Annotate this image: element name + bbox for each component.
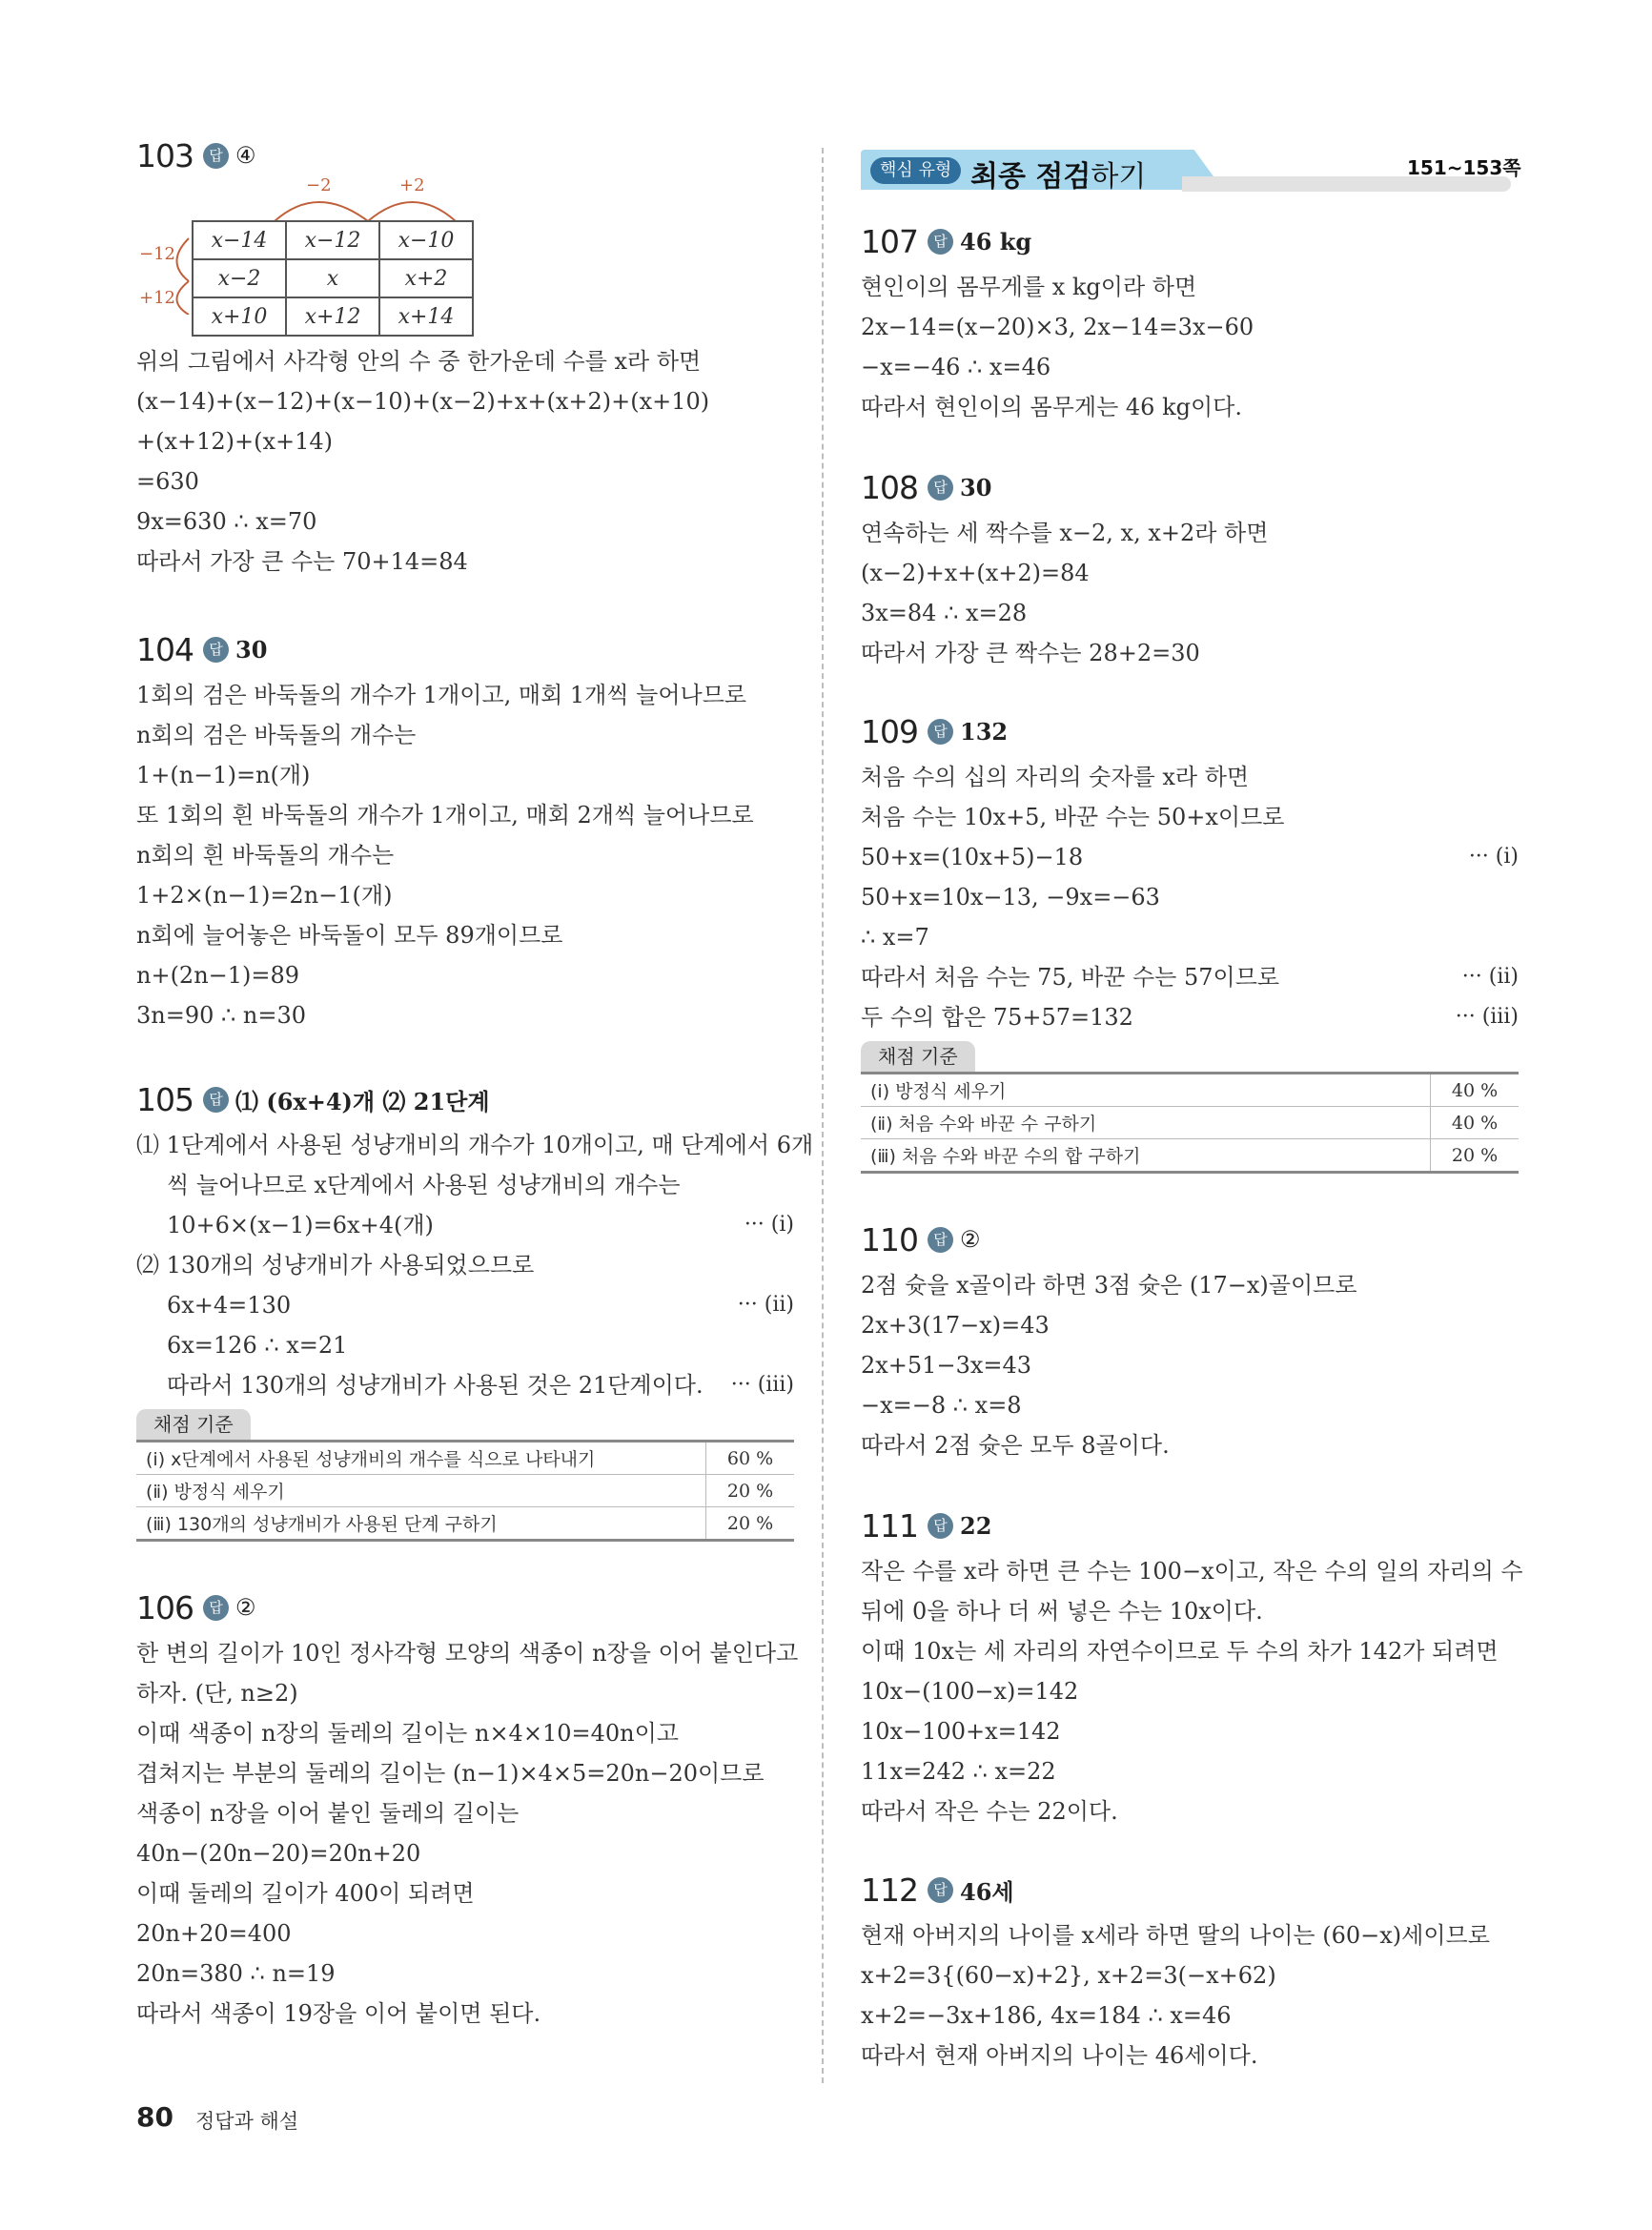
solution-line — [861, 917, 1519, 957]
line-text: 따라서 처음 수는 75, 바꾼 수는 57이므로 — [861, 964, 1280, 991]
grading-pct: 20 % — [706, 1475, 795, 1507]
solution-line: 위의 그림에서 사각형 안의 수 중 한가운데 수를 x라 하면 — [136, 348, 702, 375]
problem-number: 110 — [861, 1220, 918, 1258]
solution-line: 11x=242 ∴ x=22 — [861, 1758, 1056, 1785]
solution-line — [136, 1165, 794, 1205]
diff-side-bottom: +12 — [139, 288, 175, 308]
solution-line: 따라서 현인이의 몸무게는 46 kg이다. — [861, 394, 1242, 420]
solution-line: 따라서 현재 아버지의 나이는 46세이다. — [861, 2042, 1258, 2069]
grid-cell: x−14 — [193, 221, 286, 259]
answer-value: 30 — [235, 635, 268, 664]
solution-line: n회에 늘어놓은 바둑돌이 모두 89개이므로 — [136, 922, 563, 949]
line-text: ⑴ 1단계에서 사용된 성냥개비의 개수가 10개이고, 매 단계에서 6개 — [136, 1132, 814, 1158]
solution-line: 2점 슛을 x골이라 하면 3점 슛은 (17−x)골이므로 — [861, 1272, 1357, 1299]
grading-item: (ⅱ) 방정식 세우기 — [136, 1475, 706, 1507]
problem-header — [136, 1586, 794, 1629]
solution-line: (x−14)+(x−12)+(x−10)+(x−2)+x+(x+2)+(x+10) — [136, 388, 710, 415]
solution-line: x+2=−3x+186, 4x=184 ∴ x=46 — [861, 2002, 1232, 2029]
problem-header — [861, 465, 1519, 509]
grading-row — [861, 1107, 1519, 1139]
answer-badge: 답 — [928, 229, 953, 255]
answer-badge: 답 — [928, 1877, 953, 1903]
grading-row — [861, 1074, 1519, 1107]
grading-row — [136, 1507, 794, 1541]
solution-line — [861, 957, 1519, 997]
step-marker: ··· (ⅰ) — [1468, 845, 1519, 869]
answer-value: 132 — [960, 717, 1009, 746]
solution-line: 한 변의 길이가 10인 정사각형 모양의 색종이 n장을 이어 붙인다고 — [136, 1640, 799, 1667]
problem-110 — [861, 1217, 1519, 1465]
solution — [136, 341, 794, 582]
solution-line: +(x+12)+(x+14) — [136, 428, 334, 455]
problem-header — [861, 1504, 1519, 1547]
line-text: 6x+4=130 — [167, 1292, 292, 1319]
solution-line: 하자. (단, n≥2) — [136, 1680, 298, 1707]
problem-105 — [136, 1077, 814, 1542]
solution-line: 2x+51−3x=43 — [861, 1352, 1032, 1379]
grading-table — [136, 1440, 794, 1542]
right-column — [861, 219, 1523, 2076]
solution-line: 따라서 가장 큰 수는 70+14=84 — [136, 548, 468, 575]
solution-line: 따라서 2점 슛은 모두 8골이다. — [861, 1432, 1170, 1459]
grid-cell: x+12 — [286, 297, 379, 336]
solution-line: n회의 흰 바둑돌의 개수는 — [136, 842, 395, 869]
answer-value: 46 kg — [960, 227, 1032, 256]
problem-109 — [861, 709, 1519, 1174]
grid-cell: x−12 — [286, 221, 379, 259]
problem-number: 109 — [861, 712, 918, 750]
grading-item: (ⅰ) 방정식 세우기 — [861, 1074, 1431, 1107]
solution-line — [136, 1285, 794, 1325]
problem-104 — [136, 627, 794, 1035]
solution-line: 뒤에 0을 하나 더 써 넣은 수는 10x이다. — [861, 1598, 1263, 1625]
solution-line: 따라서 작은 수는 22이다. — [861, 1798, 1118, 1825]
problem-header — [861, 1217, 1519, 1261]
answer-value: ② — [960, 1226, 981, 1253]
problem-112 — [861, 1868, 1519, 2076]
solution-line: 색종이 n장을 이어 붙인 둘레의 길이는 — [136, 1800, 520, 1827]
solution-line: 따라서 색종이 19장을 이어 붙이면 된다. — [136, 2000, 541, 2027]
problem-header — [136, 627, 794, 671]
solution-line: 2x+3(17−x)=43 — [861, 1312, 1050, 1339]
solution-line — [861, 757, 1519, 797]
line-text: 따라서 130개의 성냥개비가 사용된 것은 21단계이다. — [167, 1372, 704, 1399]
solution-line: 1+(n−1)=n(개) — [136, 762, 311, 788]
problem-number: 105 — [136, 1080, 194, 1118]
problem-header — [861, 219, 1519, 263]
grading-row — [861, 1139, 1519, 1173]
problem-number: 107 — [861, 222, 918, 260]
line-text: 처음 수의 십의 자리의 숫자를 x라 하면 — [861, 764, 1250, 790]
solution-line — [136, 1365, 794, 1405]
solution-line — [861, 877, 1519, 917]
grading-table — [861, 1072, 1519, 1174]
page-range: 151~153쪽 — [1407, 156, 1521, 179]
grading-item: (ⅰ) x단계에서 사용된 성냥개비의 개수를 식으로 나타내기 — [136, 1442, 706, 1475]
grid-cell: x+14 — [379, 297, 473, 336]
problem-number: 103 — [136, 136, 194, 174]
solution-line: 3n=90 ∴ n=30 — [136, 1002, 307, 1029]
grading-title: 채점 기준 — [136, 1409, 251, 1440]
solution-line — [136, 1125, 814, 1165]
solution-line: 따라서 가장 큰 짝수는 28+2=30 — [861, 640, 1200, 666]
problem-header — [136, 1077, 794, 1121]
problem-number: 106 — [136, 1588, 194, 1626]
grading-pct: 20 % — [706, 1507, 795, 1541]
column-divider — [822, 148, 824, 2083]
line-text: 50+x=(10x+5)−18 — [861, 844, 1084, 870]
line-text: 6x=126 ∴ x=21 — [167, 1332, 348, 1359]
answer-value: 30 — [960, 473, 992, 501]
grid-cell: x−2 — [193, 259, 286, 297]
answer-value: ② — [235, 1594, 256, 1621]
solution-line: 현재 아버지의 나이를 x세라 하면 딸의 나이는 (60−x)세이므로 — [861, 1922, 1490, 1949]
step-marker: ··· (ⅲ) — [730, 1373, 794, 1397]
problem-number: 112 — [861, 1871, 918, 1909]
footer-label: 정답과 해설 — [195, 2110, 299, 2133]
solution-line: 현인이의 몸무게를 x kg이라 하면 — [861, 274, 1197, 300]
solution-line: 1+2×(n−1)=2n−1(개) — [136, 882, 393, 909]
diff-side-top: −12 — [139, 244, 175, 264]
page-number: 80 — [136, 2101, 173, 2133]
solution-line: 40n−(20n−20)=20n+20 — [136, 1840, 421, 1867]
answer-badge: 답 — [928, 1513, 953, 1539]
line-text: ∴ x=7 — [861, 924, 929, 951]
line-text: 두 수의 합은 75+57=132 — [861, 1004, 1133, 1031]
solution-line — [136, 1245, 794, 1285]
solution-line: (x−2)+x+(x+2)=84 — [861, 560, 1090, 586]
solution-line: 이때 색종이 n장의 둘레의 길이는 n×4×10=40n이고 — [136, 1720, 679, 1747]
grading-pct: 40 % — [1431, 1107, 1519, 1139]
line-text: 10+6×(x−1)=6x+4(개) — [167, 1212, 434, 1238]
solution-line: 9x=630 ∴ x=70 — [136, 508, 317, 535]
solution-line — [136, 1325, 794, 1365]
answer-badge: 답 — [203, 637, 229, 663]
grading-item: (ⅱ) 처음 수와 바꾼 수 구하기 — [861, 1107, 1431, 1139]
problem-number: 104 — [136, 630, 194, 668]
problem-number: 111 — [861, 1506, 918, 1545]
grading-title: 채점 기준 — [861, 1041, 975, 1072]
line-text: 씩 늘어나므로 x단계에서 사용된 성냥개비의 개수는 — [167, 1172, 681, 1198]
number-grid — [192, 220, 474, 337]
line-text: 처음 수는 10x+5, 바꾼 수는 50+x이므로 — [861, 804, 1285, 830]
solution-line: 이때 10x는 세 자리의 자연수이므로 두 수의 차가 142가 되려면 — [861, 1638, 1499, 1665]
diff-top-right: +2 — [399, 175, 425, 195]
answer-value: 22 — [960, 1511, 992, 1540]
solution-line: 연속하는 세 짝수를 x−2, x, x+2라 하면 — [861, 520, 1269, 546]
answer-badge: 답 — [928, 719, 953, 745]
problem-103 — [136, 133, 794, 591]
solution-line: =630 — [136, 468, 199, 495]
answer-badge: 답 — [203, 143, 229, 169]
problem-106 — [136, 1586, 799, 2034]
grading-row — [136, 1475, 794, 1507]
grading-row — [136, 1442, 794, 1475]
solution-line — [136, 1205, 794, 1245]
grading-item: (ⅲ) 처음 수와 바꾼 수의 합 구하기 — [861, 1139, 1431, 1173]
solution-line: −x=−8 ∴ x=8 — [861, 1392, 1022, 1419]
diff-top-left: −2 — [306, 175, 332, 195]
solution-line: 20n=380 ∴ n=19 — [136, 1960, 336, 1987]
step-marker: ··· (ⅱ) — [737, 1293, 794, 1317]
solution-line: 작은 수를 x라 하면 큰 수는 100−x이고, 작은 수의 일의 자리의 수 — [861, 1558, 1523, 1585]
solution-line: 이때 둘레의 길이가 400이 되려면 — [136, 1880, 475, 1907]
section-title-bold: 최종 점검 — [970, 160, 1091, 194]
solution-line — [861, 997, 1519, 1037]
grid-cell: x+10 — [193, 297, 286, 336]
grading-pct: 60 % — [706, 1442, 795, 1475]
step-marker: ··· (ⅱ) — [1461, 965, 1519, 989]
problem-108 — [861, 465, 1519, 673]
section-pill: 핵심 유형 — [870, 157, 961, 184]
step-marker: ··· (ⅰ) — [744, 1213, 794, 1237]
grid-cell: x+2 — [379, 259, 473, 297]
grading-item: (ⅲ) 130개의 성냥개비가 사용된 단계 구하기 — [136, 1507, 706, 1541]
section-title-rest: 하기 — [1091, 160, 1147, 194]
problem-header — [861, 1868, 1519, 1912]
answer-badge: 답 — [203, 1595, 229, 1621]
problem-107 — [861, 219, 1519, 427]
solution-line: −x=−46 ∴ x=46 — [861, 354, 1051, 380]
solution-line: x+2=3{(60−x)+2}, x+2=3(−x+62) — [861, 1962, 1276, 1989]
solution-line: 2x−14=(x−20)×3, 2x−14=3x−60 — [861, 314, 1254, 340]
line-text: 50+x=10x−13, −9x=−63 — [861, 884, 1160, 910]
solution-line: 또 1회의 흰 바둑돌의 개수가 1개이고, 매회 2개씩 늘어나므로 — [136, 802, 754, 829]
grading-pct: 40 % — [1431, 1074, 1519, 1107]
solution-line: 3x=84 ∴ x=28 — [861, 600, 1028, 626]
solution-line: 10x−(100−x)=142 — [861, 1678, 1079, 1705]
solution-line: 10x−100+x=142 — [861, 1718, 1061, 1745]
answer-badge: 답 — [203, 1087, 229, 1113]
solution-line — [861, 837, 1519, 877]
problem-number: 108 — [861, 468, 918, 506]
left-column — [136, 133, 814, 2034]
solution-line — [861, 797, 1519, 837]
solution-line: 1회의 검은 바둑돌의 개수가 1개이고, 매회 1개씩 늘어나므로 — [136, 682, 747, 708]
solution-line: 20n+20=400 — [136, 1920, 292, 1947]
answer-value: ④ — [235, 142, 256, 169]
problem-header — [861, 709, 1519, 753]
answer-value: ⑴ (6x+4)개 ⑵ 21단계 — [235, 1087, 490, 1115]
solution-line: 겹쳐지는 부분의 둘레의 길이는 (n−1)×4×5=20n−20이므로 — [136, 1760, 765, 1787]
grid-cell: x−10 — [379, 221, 473, 259]
section-title — [970, 153, 1146, 194]
solution-line: n회의 검은 바둑돌의 개수는 — [136, 722, 417, 748]
solution-line: n+(2n−1)=89 — [136, 962, 300, 989]
problem-111 — [861, 1504, 1523, 1831]
grading-pct: 20 % — [1431, 1139, 1519, 1173]
step-marker: ··· (ⅲ) — [1455, 1005, 1519, 1029]
grid-cell: x — [286, 259, 379, 297]
answer-badge: 답 — [928, 475, 953, 501]
answer-badge: 답 — [928, 1227, 953, 1253]
answer-value: 46세 — [960, 1877, 1014, 1906]
line-text: ⑵ 130개의 성냥개비가 사용되었으므로 — [136, 1252, 535, 1279]
